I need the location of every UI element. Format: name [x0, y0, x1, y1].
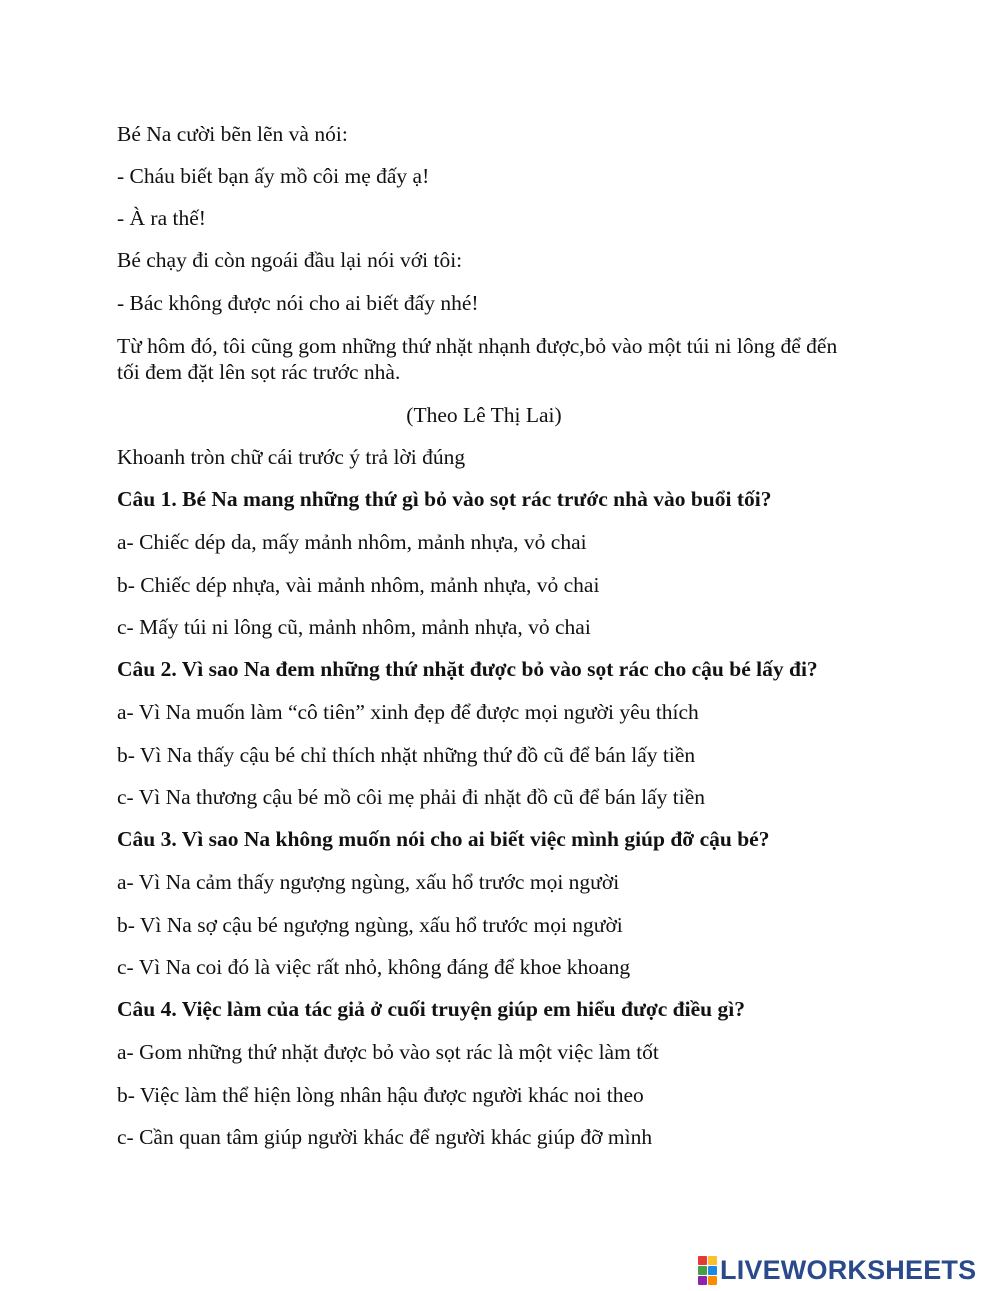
logo-blocks-icon — [698, 1256, 717, 1285]
attribution: (Theo Lê Thị Lai) — [406, 403, 562, 427]
logo-block — [708, 1276, 717, 1285]
logo-block — [698, 1256, 707, 1265]
logo-block — [708, 1266, 717, 1275]
question-4-option-c[interactable]: c- Cần quan tâm giúp người khác để người khác giúp đỡ mình — [117, 1125, 653, 1149]
question-3-option-a[interactable]: a- Vì Na cảm thấy ngượng ngùng, xấu hổ trước mọi người — [117, 870, 620, 894]
question-4: Câu 4. Việc làm của tác giả ở cuối truyện giúp em hiểu được điều gì? — [117, 997, 745, 1021]
story-line-2: - Cháu biết bạn ấy mồ côi mẹ đấy ạ! — [117, 164, 430, 188]
story-line-3: - À ra thế! — [117, 206, 206, 230]
question-1: Câu 1. Bé Na mang những thứ gì bỏ vào sọt rác trước nhà vào buổi tối? — [117, 487, 772, 511]
question-3-option-b[interactable]: b- Vì Na sợ cậu bé ngượng ngùng, xấu hổ trước mọi người — [117, 913, 623, 937]
logo-block — [708, 1256, 717, 1265]
question-2-option-b[interactable]: b- Vì Na thấy cậu bé chỉ thích nhặt những thứ đồ cũ để bán lấy tiền — [117, 743, 696, 767]
question-4-option-a[interactable]: a- Gom những thứ nhặt được bỏ vào sọt rác là một việc làm tốt — [117, 1040, 659, 1064]
question-4-option-b[interactable]: b- Việc làm thể hiện lòng nhân hậu được người khác noi theo — [117, 1083, 644, 1107]
question-1-option-a[interactable]: a- Chiếc dép da, mấy mảnh nhôm, mảnh nhựa, vỏ chai — [117, 530, 587, 554]
question-3-option-c[interactable]: c- Vì Na coi đó là việc rất nhỏ, không đáng để khoe khoang — [117, 955, 631, 979]
question-1-option-c[interactable]: c- Mấy túi ni lông cũ, mảnh nhôm, mảnh nhựa, vỏ chai — [117, 615, 591, 639]
story-line-1: Bé Na cười bẽn lẽn và nói: — [117, 122, 348, 146]
closing-paragraph: Từ hôm đó, tôi cũng gom những thứ nhặt nhạnh được,bỏ vào một túi ni lông để đến tối đem đặt lên sọt rác trước nhà. — [117, 334, 838, 384]
question-1-option-b[interactable]: b- Chiếc dép nhựa, vài mảnh nhôm, mảnh nhựa, vỏ chai — [117, 573, 600, 597]
logo-block — [698, 1266, 707, 1275]
liveworksheets-logo — [698, 1255, 976, 1285]
question-2: Câu 2. Vì sao Na đem những thứ nhặt được bỏ vào sọt rác cho cậu bé lấy đi? — [117, 657, 818, 681]
question-3: Câu 3. Vì sao Na không muốn nói cho ai biết việc mình giúp đỡ cậu bé? — [117, 827, 770, 851]
logo-block — [698, 1276, 707, 1285]
question-2-option-c[interactable]: c- Vì Na thương cậu bé mồ côi mẹ phải đi nhặt đồ cũ để bán lấy tiền — [117, 785, 706, 809]
story-line-5: - Bác không được nói cho ai biết đấy nhé! — [117, 291, 479, 315]
logo-text: LIVEWORKSHEETS — [720, 1255, 977, 1285]
question-2-option-a[interactable]: a- Vì Na muốn làm “cô tiên” xinh đẹp để được mọi người yêu thích — [117, 700, 699, 724]
story-line-4: Bé chạy đi còn ngoái đầu lại nói với tôi: — [117, 248, 463, 272]
instruction: Khoanh tròn chữ cái trước ý trả lời đúng — [117, 445, 466, 469]
